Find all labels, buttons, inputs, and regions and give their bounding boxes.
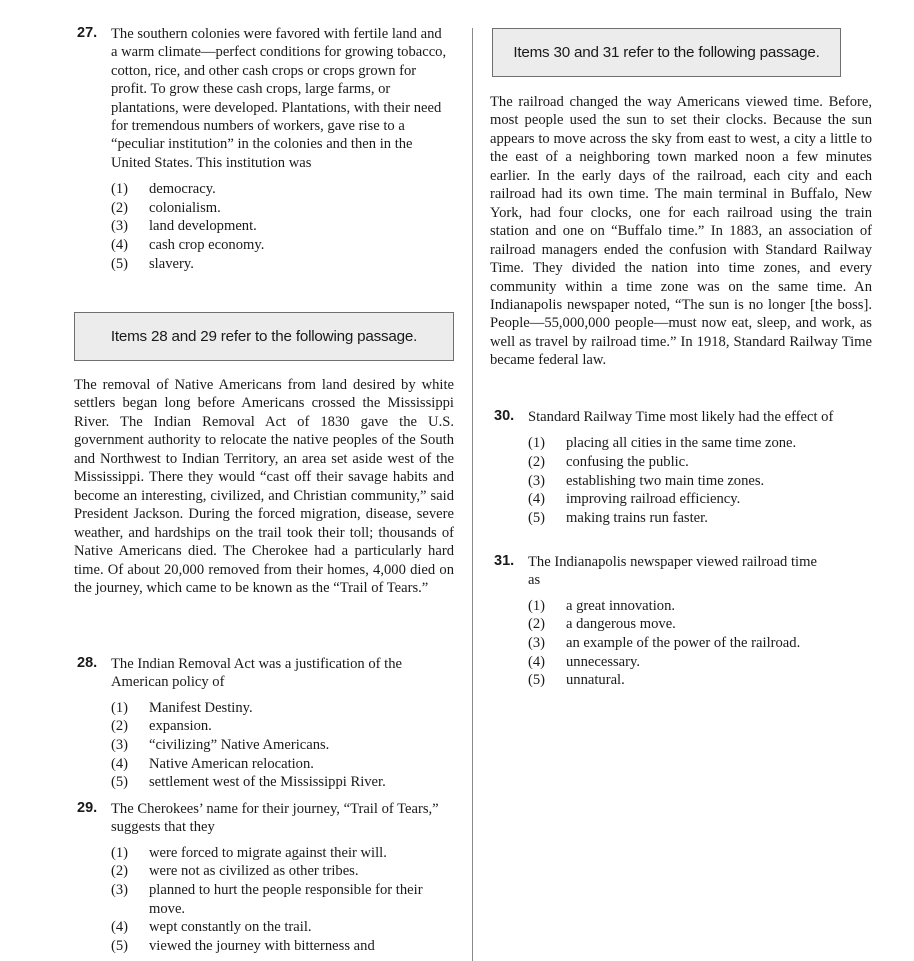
passage-text: The railroad changed the way Americans viewed time. Before, most people used the sun to set their clocks. Because the sun appears to move across the sky from east to west, a city a little to the east of a neighboring town marked noon a few minutes earlier. In the early days of the railroad, each city and each railroad had its own time. The main terminal in Buffalo, New York, had four clocks, one for each railroad using the train station and one on “Buffalo time.” In 1883, an association of railroad managers ended the confusion with Standard Railway Time. They divided the nation into time zones, and every community within a time zone was on the same time. An Indianapolis newspaper noted, “The sun is no longer [the boss]. People—55,000,000 people—must now eat, sleep, and work, as well as travel by railroad time.” In 1918, Standard Railway Time became federal law.: [490, 94, 872, 369]
option-text: wept constantly on the trail.: [149, 919, 312, 936]
option-text: improving railroad efficiency.: [566, 491, 741, 508]
option-text: a dangerous move.: [566, 616, 676, 633]
question-stem: The Indianapolis newspaper viewed railroad time as: [528, 554, 817, 589]
answer-option[interactable]: [528, 509, 872, 528]
option-number: (4): [111, 237, 129, 254]
option-number: (4): [111, 919, 129, 936]
answer-option[interactable]: [111, 180, 459, 199]
answer-option[interactable]: [111, 255, 459, 274]
option-text: establishing two main time zones.: [566, 472, 765, 489]
option-text: expansion.: [149, 718, 212, 735]
answer-option[interactable]: [528, 597, 872, 616]
option-number: (2): [111, 718, 129, 735]
question-29: [77, 800, 459, 955]
answer-options: [111, 699, 459, 792]
option-text: confusing the public.: [566, 454, 689, 470]
answer-option[interactable]: [111, 699, 459, 718]
answer-option[interactable]: [111, 217, 459, 236]
option-number: (5): [528, 672, 546, 689]
option-text: an example of the power of the railroad.: [566, 635, 801, 651]
option-number: (2): [111, 863, 129, 880]
question-28: [77, 655, 459, 792]
option-text: “civilizing” Native Americans.: [149, 737, 330, 753]
answer-options: [111, 180, 459, 273]
question-number: 27.: [77, 25, 98, 41]
answer-option[interactable]: [111, 937, 449, 956]
question-27: [77, 25, 459, 273]
answer-options: [528, 597, 872, 690]
option-number: (3): [111, 737, 129, 753]
question-stem: The Cherokees’ name for their journey, “Trail of Tears,” suggests that they: [111, 801, 439, 836]
question-stem: The Indian Removal Act was a justification of the American policy of: [111, 656, 402, 691]
answer-option[interactable]: [111, 881, 449, 918]
option-number: (4): [528, 491, 546, 508]
option-text: making trains run faster.: [566, 509, 708, 526]
option-text: cash crop economy.: [149, 237, 265, 254]
option-text: unnatural.: [566, 672, 625, 689]
option-number: (3): [528, 472, 546, 489]
option-text: viewed the journey with bitterness and: [149, 937, 375, 954]
option-number: (1): [111, 699, 129, 716]
passage-header-box: Items 28 and 29 refer to the following passage.: [74, 312, 454, 361]
column-divider: [472, 28, 473, 961]
answer-option[interactable]: [111, 717, 459, 736]
answer-option[interactable]: [111, 862, 449, 881]
option-number: (1): [528, 435, 546, 452]
option-number: (4): [111, 755, 129, 772]
question-number: 31.: [494, 553, 515, 569]
option-text: were not as civilized as other tribes.: [149, 863, 359, 880]
option-text: planned to hurt the people responsible for their move.: [149, 882, 423, 917]
option-number: (5): [111, 937, 129, 954]
question-31: [494, 553, 872, 690]
option-text: a great innovation.: [566, 597, 676, 614]
question-number: 30.: [494, 408, 515, 424]
answer-option[interactable]: [528, 615, 872, 634]
answer-option[interactable]: [528, 434, 872, 453]
passage-header-box: Items 30 and 31 refer to the following passage.: [492, 28, 841, 77]
question-stem: The southern colonies were favored with fertile land and a warm climate—perfect conditions for growing tobacco, cotton, rice, and other cash crops or crops grown for profit. To grow these cash crops, large farms, or plantations, were developed. Plantations, with their need for tremendous numbers of workers, gave rise to a “peculiar institution” in the colonies and then in the United States. This institution was: [111, 26, 447, 171]
answer-option[interactable]: [111, 773, 459, 792]
answer-option[interactable]: [111, 199, 459, 218]
option-number: (2): [528, 454, 546, 470]
option-number: (3): [111, 218, 129, 235]
option-number: (1): [111, 844, 129, 861]
option-text: placing all cities in the same time zone.: [566, 435, 797, 452]
answer-option[interactable]: [528, 453, 872, 472]
option-number: (1): [528, 597, 546, 614]
option-text: land development.: [149, 218, 257, 235]
option-number: (5): [528, 509, 546, 526]
question-stem: Standard Railway Time most likely had the effect of: [528, 409, 834, 425]
option-number: (1): [111, 181, 129, 198]
answer-option[interactable]: [111, 236, 459, 255]
option-number: (2): [528, 616, 546, 633]
option-text: Native American relocation.: [149, 755, 314, 772]
passage-text: The removal of Native Americans from land desired by white settlers began long before Americans crossed the Mississippi River. The Indian Removal Act of 1830 gave the U.S. government authority to relocate the native peoples of the South and Northwest to Indian Territory, an area set aside west of the Mississippi. There they would “cast off their savage habits and become an interesting, civilized, and Christian community,” said President Jackson. During the forced migration, disease, severe weather, and hardships on the trail took their toll; thousands of Native Americans died. The Cherokee had a particularly hard time. Of about 20,000 removed from their homes, 4,000 died on the journey, which came to be known as the “Trail of Tears.”: [74, 377, 454, 596]
option-number: (5): [111, 774, 129, 791]
option-text: slavery.: [149, 255, 194, 272]
question-number: 29.: [77, 800, 98, 816]
option-number: (3): [111, 882, 129, 898]
answer-option[interactable]: [528, 671, 872, 690]
answer-option[interactable]: [111, 755, 459, 774]
option-text: democracy.: [149, 181, 216, 198]
option-text: Manifest Destiny.: [149, 699, 253, 716]
answer-options: [111, 844, 449, 956]
option-number: (2): [111, 199, 129, 216]
option-number: (5): [111, 255, 129, 272]
answer-option[interactable]: [111, 736, 459, 755]
answer-option[interactable]: [528, 490, 872, 509]
question-number: 28.: [77, 655, 98, 671]
answer-option[interactable]: [111, 918, 449, 937]
option-text: settlement west of the Mississippi River.: [149, 774, 386, 791]
option-text: were forced to migrate against their will.: [149, 844, 387, 861]
answer-option[interactable]: [528, 653, 872, 672]
answer-option[interactable]: [111, 844, 449, 863]
answer-options: [528, 434, 872, 527]
answer-option[interactable]: [528, 472, 872, 491]
answer-option[interactable]: [528, 634, 872, 653]
option-text: colonialism.: [149, 199, 221, 216]
option-number: (3): [528, 635, 546, 651]
question-30: [494, 408, 872, 527]
option-text: unnecessary.: [566, 653, 641, 670]
option-number: (4): [528, 653, 546, 670]
